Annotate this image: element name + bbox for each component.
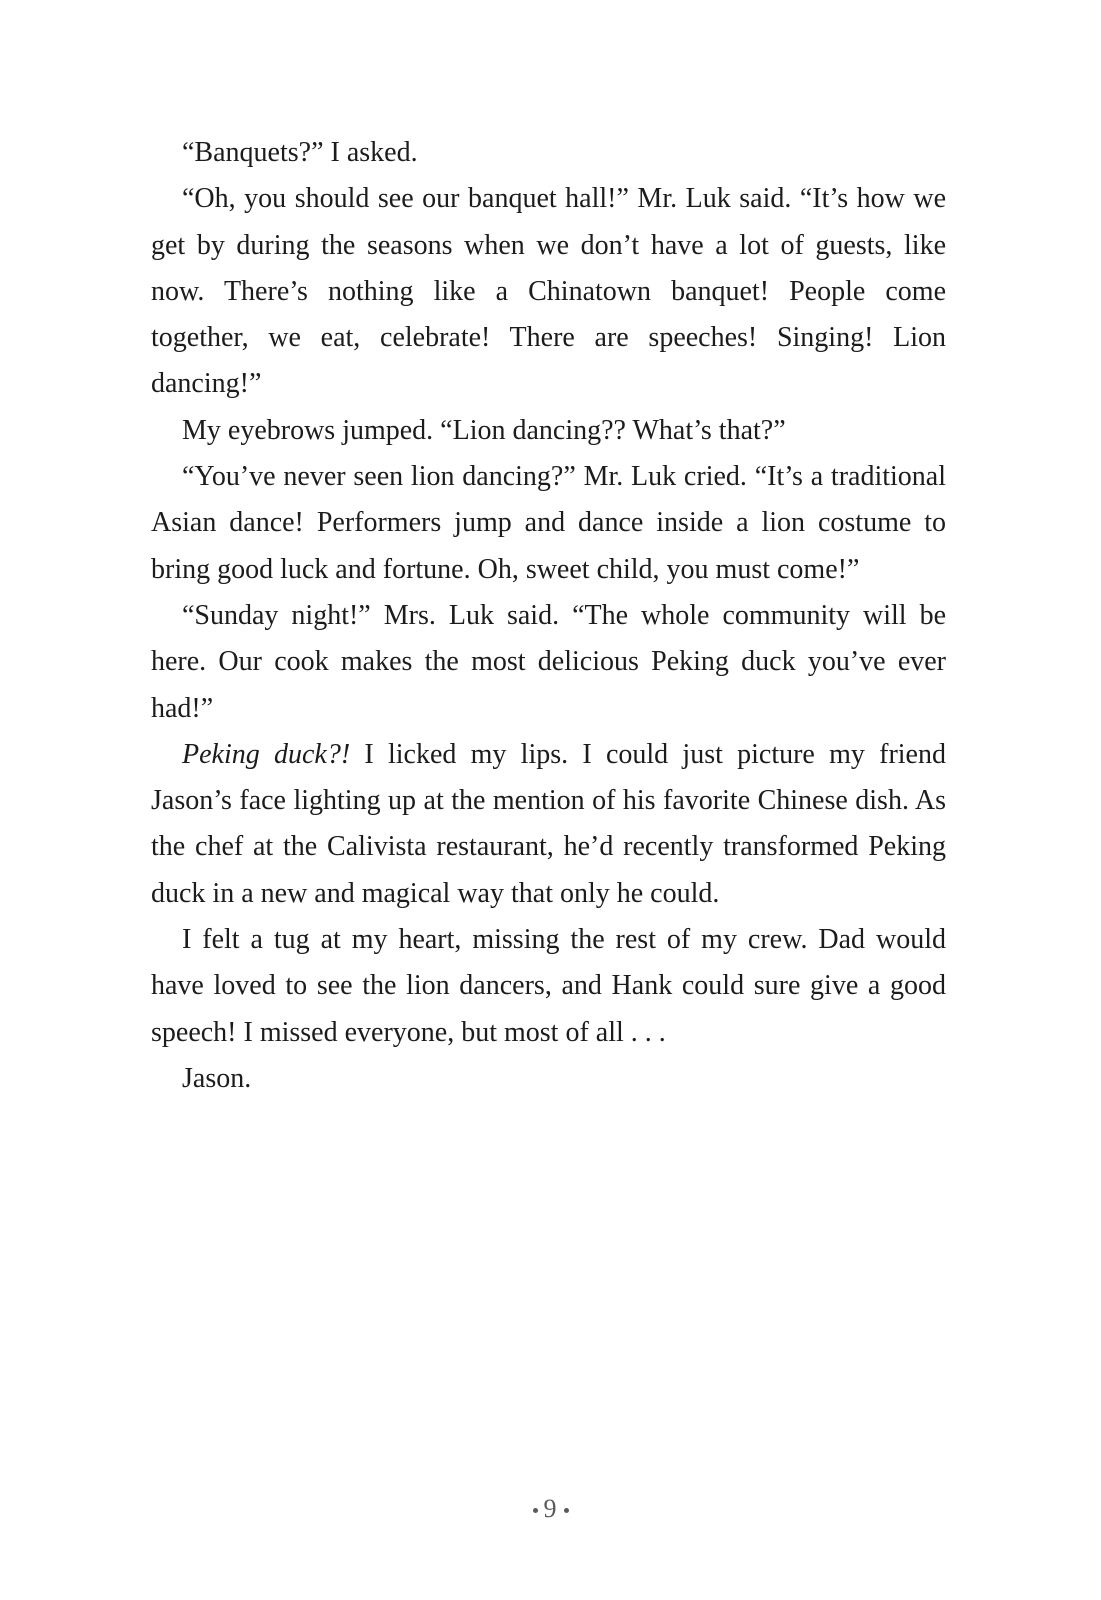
folio-dot-left [533, 1508, 538, 1513]
paragraph-2: “Oh, you should see our banquet hall!” Mr. Luk said. “It’s how we get by during the seasons when we don’t have a lot of guests, like now. There’s nothing like a Chinatown banquet! People come together, we eat, celebrate! There are speeches! Singing! Lion dancing!” [151, 183, 946, 400]
body-text [151, 130, 946, 1102]
paragraph-7: I felt a tug at my heart, missing the rest of my crew. Dad would have loved to see the lion dancers, and Hank could sure give a good speech! I missed everyone, but most of all . . . [151, 924, 946, 1048]
paragraph-3: My eyebrows jumped. “Lion dancing?? What’s that?” [182, 414, 786, 446]
paragraph-5: “Sunday night!” Mrs. Luk said. “The whole community will be here. Our cook makes the most delicious Peking duck you’ve ever had!” [151, 599, 946, 724]
paragraph-6: Peking duck?! I licked my lips. I could just picture my friend Jason’s face lighting up at the mention of his favorite Chinese dish. As the chef at the Calivista restaurant, he’d recently transformed Peking duck in a new and magical way that only he could. [151, 738, 946, 909]
paragraph-4: “You’ve never seen lion dancing?” Mr. Luk cried. “It’s a traditional Asian dance! Performers jump and dance inside a lion costume to bring good luck and fortune. Oh, sweet child, you must come!” [151, 461, 946, 585]
page-number-value: 9 [543, 1494, 558, 1523]
page-number [0, 1494, 1101, 1524]
paragraph-1: “Banquets?” I asked. [182, 137, 418, 168]
italic-phrase: Peking duck?! [182, 738, 351, 770]
paragraph-8: Jason. [182, 1062, 252, 1094]
folio-dot-right [564, 1508, 569, 1513]
